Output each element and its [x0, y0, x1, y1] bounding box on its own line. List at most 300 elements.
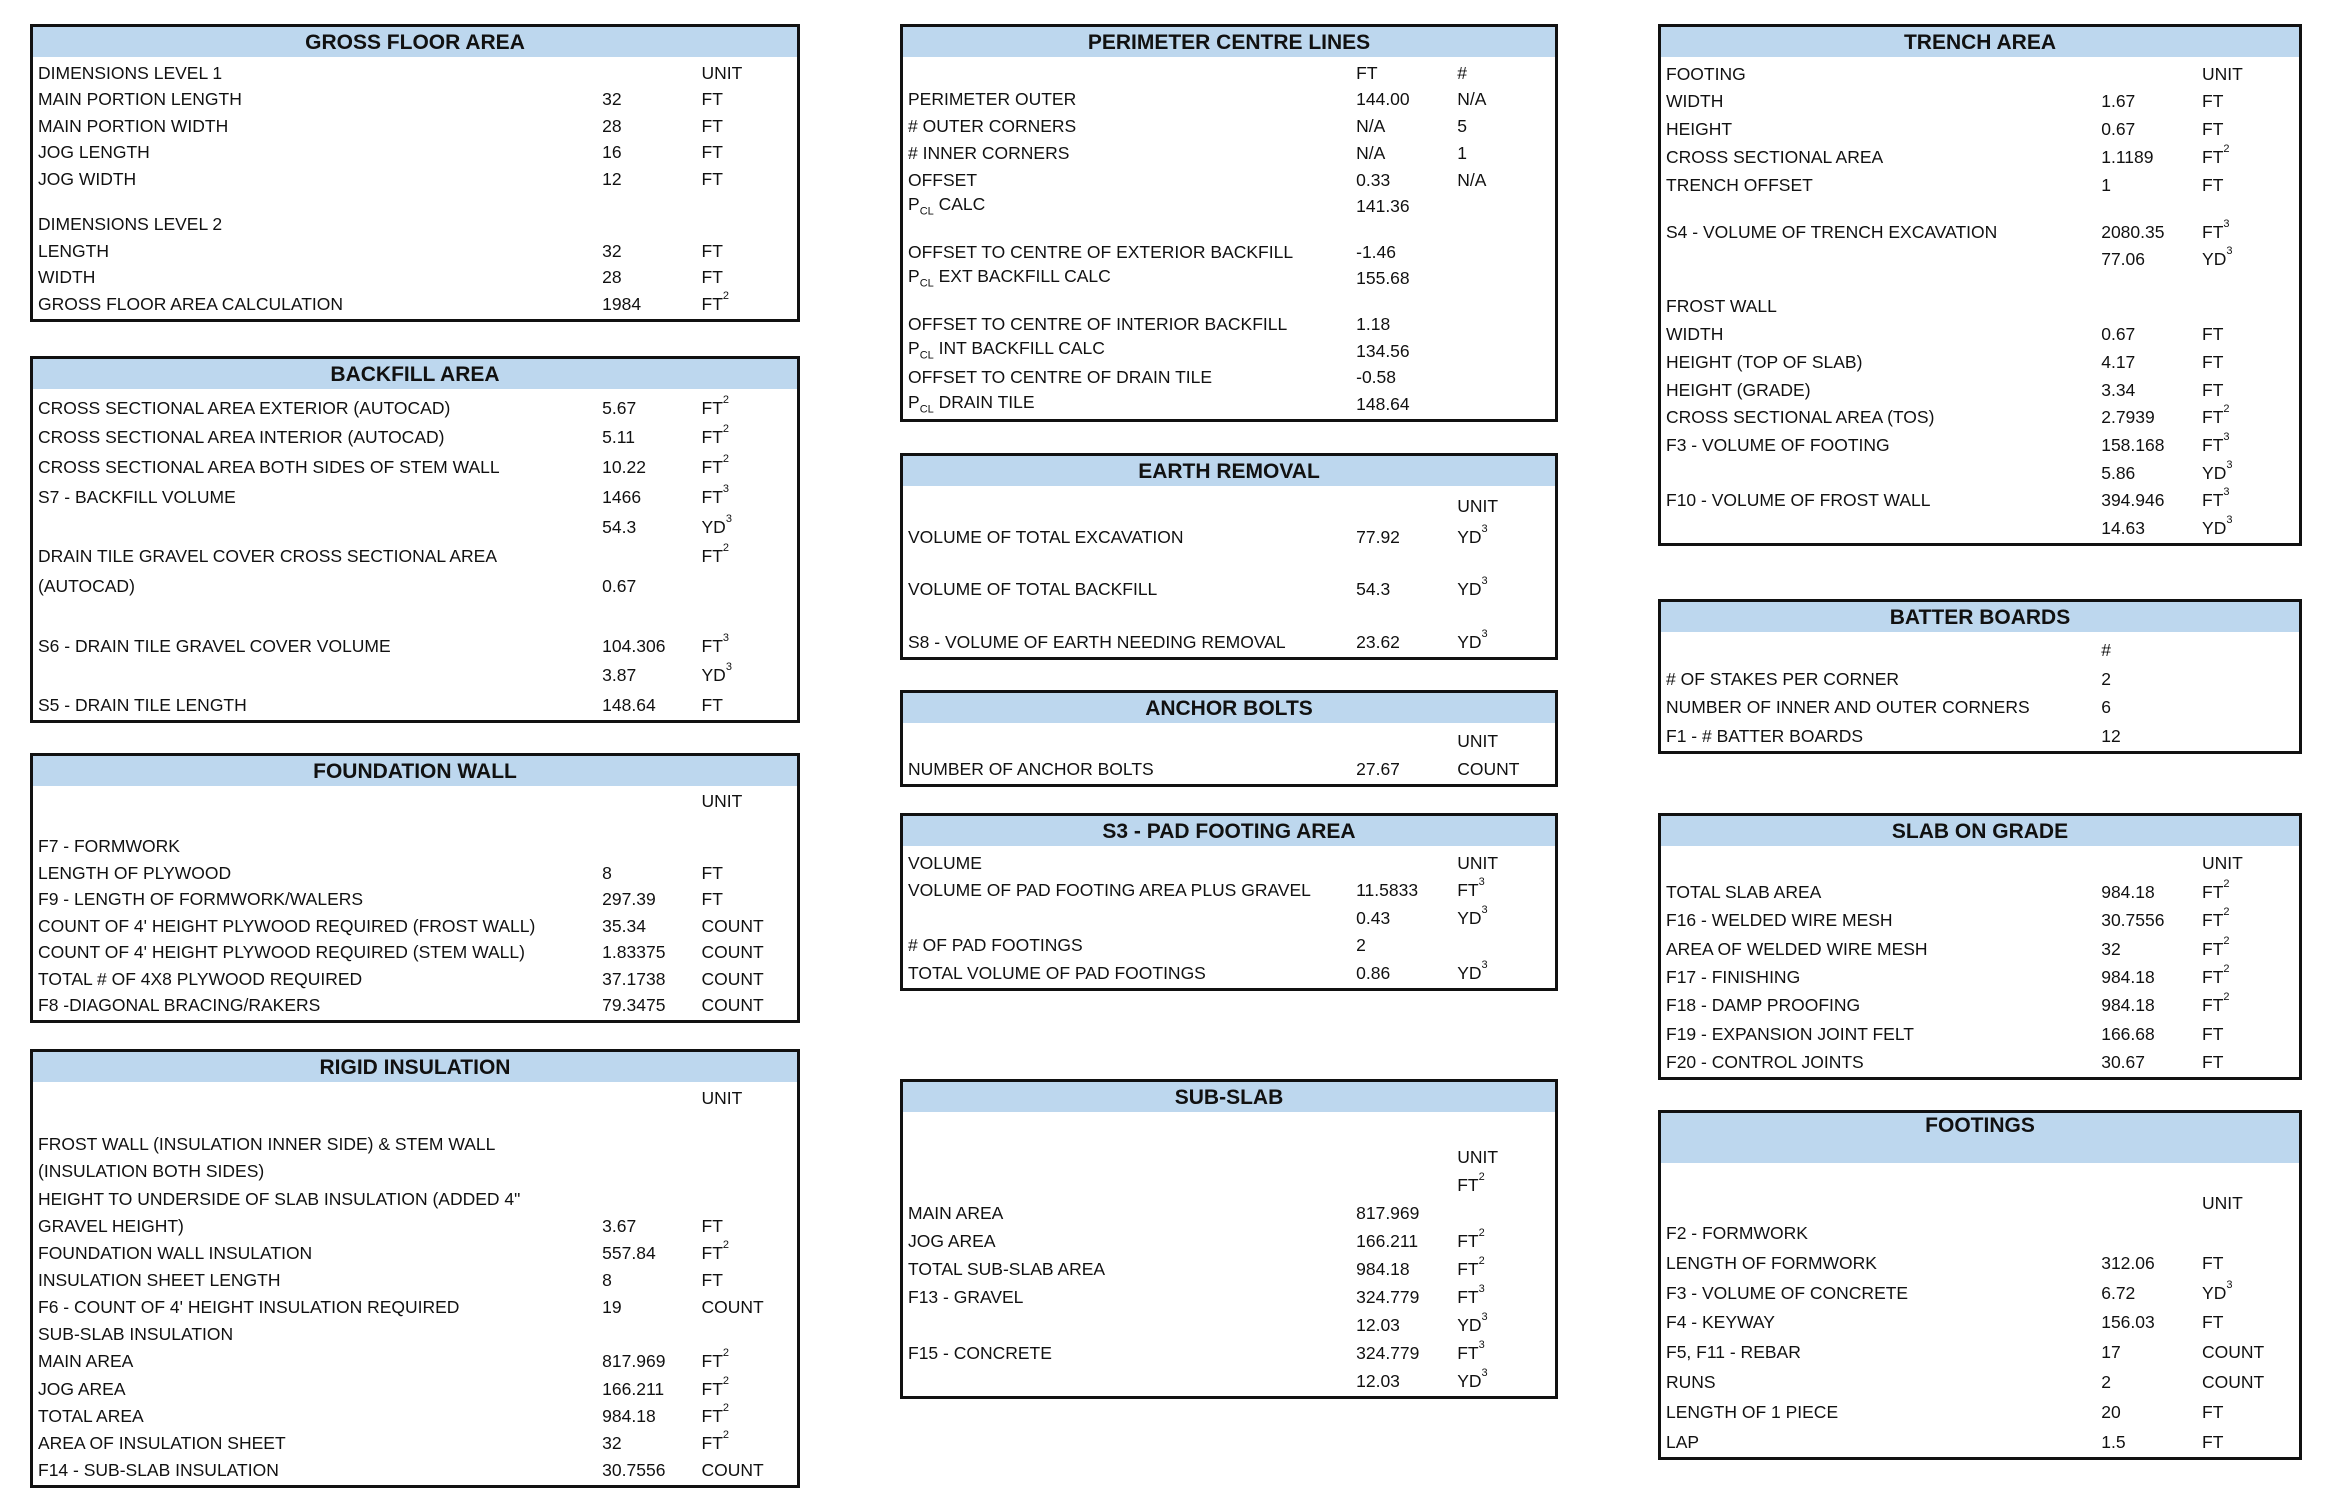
row-unit: [702, 995, 764, 1016]
unit-text: FT: [2202, 434, 2224, 455]
row-unit: [2202, 142, 2230, 168]
row-label: F8 -DIAGONAL BRACING/RAKERS: [38, 995, 321, 1015]
row-label: F4 - KEYWAY: [1666, 1312, 1775, 1333]
unit-text: FT: [701, 635, 723, 656]
row-value: 2: [1356, 935, 1366, 956]
row-label: JOG AREA: [38, 1378, 126, 1399]
row-label: [908, 338, 1105, 362]
row-value: 32: [602, 89, 622, 110]
row-unit: [2202, 1342, 2264, 1363]
unit-exponent: 3: [2223, 217, 2230, 230]
row-label: GROSS FLOOR AREA CALCULATION: [38, 293, 344, 314]
row-unit: [2202, 458, 2233, 484]
row-value: 32: [602, 1432, 622, 1453]
table-row: [33, 1266, 797, 1293]
table-row: [1661, 319, 2299, 347]
table-row: [33, 59, 797, 86]
label-prefix: P: [908, 391, 920, 412]
unit-exponent: 2: [2223, 142, 2230, 155]
row-unit: [2202, 64, 2243, 85]
row-label: FROST WALL: [1666, 296, 1777, 317]
table-row: [33, 540, 797, 570]
row-value: 30.7556: [602, 1459, 666, 1480]
row-label: FOOTING: [1666, 63, 1746, 84]
row-unit: [2202, 403, 2230, 428]
row-value: 1: [2101, 174, 2111, 195]
table-row: [903, 112, 1555, 139]
row-unit: [1457, 1255, 1485, 1280]
row-unit: [701, 542, 730, 567]
row-label: S8 - VOLUME OF EARTH NEEDING REMOVAL: [908, 632, 1286, 652]
table-row: [903, 1226, 1555, 1254]
unit-exponent: 3: [722, 482, 730, 495]
row-unit: [2202, 962, 2230, 988]
row-value: 5.67: [602, 397, 637, 418]
table-row: [1661, 1047, 2299, 1075]
table-row: [903, 488, 1555, 519]
row-unit: [2202, 91, 2223, 112]
row-unit: [702, 889, 723, 910]
table-row: [903, 86, 1555, 113]
slab-on-grade-section: [1658, 813, 2302, 1080]
unit-text: #: [1457, 62, 1467, 83]
row-unit: [702, 142, 723, 163]
row-label: RUNS: [1666, 1372, 1716, 1393]
unit-text: FT: [701, 889, 723, 910]
row-unit: [1457, 1339, 1485, 1364]
row-value: 0.43: [1356, 907, 1391, 928]
row-label: F16 - WELDED WIRE MESH: [1666, 910, 1893, 931]
row-value: 984.18: [2101, 995, 2155, 1016]
row-label: VOLUME OF TOTAL EXCAVATION: [908, 526, 1184, 547]
row-unit: [2202, 934, 2230, 960]
table-row: [1661, 962, 2299, 990]
table-row: [903, 1310, 1555, 1338]
unit-exponent: 3: [1481, 1311, 1488, 1323]
row-label: VOLUME: [908, 852, 982, 873]
row-label: F17 - FINISHING: [1666, 966, 1801, 987]
table-row: [33, 1184, 797, 1211]
unit-text: UNIT: [701, 1088, 743, 1109]
row-unit: [701, 512, 732, 538]
row-label: MAIN PORTION LENGTH: [38, 89, 242, 110]
trench-area-section: [1658, 24, 2302, 546]
row-value: 324.779: [1356, 1343, 1420, 1363]
unit-text: FT: [701, 1269, 723, 1290]
table-row: [903, 1114, 1555, 1142]
section-title: FOUNDATION WALL: [33, 756, 797, 786]
row-value: 16: [602, 142, 622, 163]
unit-text: UNIT: [701, 62, 743, 83]
row-label: F18 - DAMP PROOFING: [1666, 995, 1861, 1016]
table-row: [1661, 720, 2299, 749]
row-value: 394.946: [2101, 490, 2165, 511]
row-unit: [1457, 1171, 1485, 1196]
row-value: 134.56: [1356, 340, 1410, 361]
table-row: [33, 599, 797, 629]
row-label: F3 - VOLUME OF FOOTING: [1666, 434, 1890, 455]
row-unit: [1457, 759, 1519, 780]
table-row: [33, 859, 797, 885]
table-row: [33, 912, 797, 938]
row-unit: [1457, 522, 1488, 548]
unit-text: FT: [2202, 1052, 2224, 1072]
row-value: 12.03: [1356, 1371, 1400, 1391]
unit-text: FT: [2202, 938, 2224, 959]
row-unit: [2202, 853, 2243, 874]
row-label: NUMBER OF ANCHOR BOLTS: [908, 759, 1154, 779]
row-value: 166.211: [1356, 1231, 1419, 1251]
row-label: S5 - DRAIN TILE LENGTH: [38, 695, 247, 716]
table-row: [1661, 430, 2299, 458]
table-row: [33, 421, 797, 451]
unit-exponent: 2: [2223, 934, 2230, 947]
row-unit: [2202, 1372, 2264, 1393]
row-unit: [702, 1088, 743, 1109]
unit-exponent: 2: [722, 289, 730, 302]
table-row: [1661, 1216, 2299, 1246]
unit-text: YD: [1457, 907, 1482, 928]
row-value: 35.34: [602, 915, 646, 936]
unit-text: FT: [701, 457, 723, 478]
unit-text: FT: [1457, 1259, 1479, 1279]
row-unit: [2202, 514, 2233, 539]
table-row: [33, 192, 797, 237]
row-value: 0.67: [2101, 324, 2136, 345]
row-unit: [2202, 486, 2230, 511]
row-value: 1.5: [2101, 1431, 2126, 1452]
table-row: [33, 1157, 797, 1184]
section-title: BACKFILL AREA: [33, 359, 797, 389]
row-unit: [2202, 1024, 2223, 1045]
table-row: [33, 391, 797, 421]
unit-text: FT: [701, 1215, 723, 1236]
unit-text: FT: [2202, 379, 2224, 400]
label-text: DRAIN TILE: [933, 391, 1035, 412]
row-value: 79.3475: [602, 995, 666, 1015]
table-row: [33, 1084, 797, 1111]
row-label: CROSS SECTIONAL AREA BOTH SIDES OF STEM WALL: [38, 457, 500, 478]
row-unit: [702, 169, 723, 190]
row-value: 0.33: [1356, 169, 1391, 190]
table-row: [903, 193, 1555, 220]
row-label: S6 - DRAIN TILE GRAVEL COVER VOLUME: [38, 635, 391, 656]
unit-exponent: 2: [1478, 1171, 1485, 1183]
unit-text: YD: [701, 516, 726, 537]
section-title: ANCHOR BOLTS: [903, 693, 1555, 723]
unit-text: COUNT: [701, 995, 764, 1015]
unit-text: FT: [2202, 91, 2224, 112]
table-row: [1661, 1306, 2299, 1336]
table-row: [903, 903, 1555, 931]
row-value: 324.779: [1356, 1287, 1420, 1307]
section-title: SLAB ON GRADE: [1661, 816, 2299, 846]
batter-boards-section: [1658, 599, 2302, 754]
row-label: F20 - CONTROL JOINTS: [1666, 1052, 1864, 1072]
unit-text: FT: [701, 397, 723, 418]
row-label: [908, 266, 1111, 290]
row-label: WIDTH: [1666, 91, 1724, 112]
unit-text: FT: [2202, 146, 2224, 167]
row-unit: [1457, 1147, 1498, 1168]
sub-slab-section: [900, 1079, 1558, 1399]
unit-text: COUNT: [701, 915, 764, 936]
row-label: F2 - FORMWORK: [1666, 1222, 1808, 1243]
row-label: OFFSET TO CENTRE OF EXTERIOR BACKFILL: [908, 241, 1294, 262]
row-label: F15 - CONCRETE: [908, 1343, 1052, 1363]
table-row: [33, 814, 797, 859]
row-unit: [1457, 876, 1485, 901]
row-label: F14 - SUB-SLAB INSULATION: [38, 1459, 279, 1480]
row-value: 54.3: [602, 516, 637, 537]
table-row: [1661, 1335, 2299, 1365]
unit-exponent: 2: [722, 1428, 730, 1441]
unit-text: UNIT: [1457, 852, 1499, 873]
row-label: TOTAL # OF 4X8 PLYWOOD REQUIRED: [38, 968, 363, 989]
table-row: [33, 237, 797, 264]
table-row: [33, 450, 797, 480]
pad-footing-area-section: [900, 813, 1558, 991]
row-label: TOTAL SLAB AREA: [1666, 881, 1822, 902]
row-value: 166.68: [2101, 1023, 2155, 1044]
unit-text: UNIT: [2202, 853, 2243, 874]
table-row: [1661, 692, 2299, 721]
row-label: CROSS SECTIONAL AREA EXTERIOR (AUTOCAD): [38, 397, 451, 418]
unit-text: FT: [701, 142, 723, 163]
row-label: # INNER CORNERS: [908, 142, 1070, 163]
row-value: 5.86: [2101, 462, 2136, 483]
unit-text: FT: [2202, 966, 2224, 987]
table-row: [33, 688, 797, 718]
row-unit: [701, 453, 730, 478]
unit-exponent: 3: [1481, 903, 1488, 916]
unit-text: N/A: [1457, 169, 1487, 190]
label-subscript: CL: [919, 403, 934, 416]
table-row: [1661, 347, 2299, 375]
unit-exponent: 3: [2226, 458, 2233, 471]
row-value: 148.64: [602, 695, 656, 716]
unit-exponent: 3: [725, 661, 732, 674]
row-label: AREA OF WELDED WIRE MESH: [1666, 938, 1928, 959]
unit-text: FT: [701, 1378, 723, 1399]
row-label: HEIGHT: [1666, 119, 1733, 140]
row-label: HEIGHT (TOP OF SLAB): [1666, 351, 1863, 372]
unit-text: 1: [1457, 142, 1467, 163]
row-label: COUNT OF 4' HEIGHT PLYWOOD REQUIRED (FROST WALL): [38, 915, 536, 936]
table-row: [1661, 142, 2299, 170]
row-unit: [1457, 63, 1467, 84]
row-value: 141.36: [1356, 196, 1410, 217]
row-unit: [1457, 1227, 1485, 1252]
row-label: WIDTH: [1666, 324, 1724, 345]
row-unit: [702, 942, 764, 963]
unit-text: YD: [2202, 249, 2227, 270]
row-label: OFFSET: [908, 169, 978, 190]
table-row: [1661, 245, 2299, 273]
unit-text: YD: [2202, 462, 2227, 483]
row-label: TOTAL VOLUME OF PAD FOOTINGS: [908, 962, 1206, 983]
row-unit: [2202, 906, 2230, 931]
unit-text: YD: [2202, 1282, 2227, 1303]
unit-exponent: 2: [722, 393, 730, 406]
row-value: 6.72: [2101, 1282, 2136, 1303]
row-value: 12.03: [1356, 1315, 1400, 1335]
table-row: [1661, 876, 2299, 904]
rigid-insulation-section: [30, 1049, 800, 1488]
row-label: OFFSET TO CENTRE OF DRAIN TILE: [908, 367, 1213, 388]
unit-text: UNIT: [1457, 1147, 1499, 1167]
row-unit: [701, 1347, 730, 1372]
row-value: 12: [2101, 726, 2121, 746]
unit-text: UNIT: [1457, 730, 1499, 751]
unit-exponent: 3: [2226, 1278, 2233, 1291]
table-row: [1661, 114, 2299, 142]
table-row: [33, 569, 797, 599]
row-label: F19 - EXPANSION JOINT FELT: [1666, 1023, 1914, 1044]
table-row: [1661, 990, 2299, 1018]
row-value: 19: [602, 1297, 622, 1318]
unit-text: YD: [1457, 1371, 1482, 1391]
row-value: 0.86: [1356, 962, 1391, 983]
table-row: [33, 1111, 797, 1157]
table-row: [903, 364, 1555, 391]
table-row: [1661, 272, 2299, 319]
row-value: 12: [602, 168, 622, 189]
unit-text: FT: [2202, 1023, 2224, 1044]
row-label: MAIN PORTION WIDTH: [38, 115, 229, 136]
row-unit: [1457, 958, 1488, 984]
table-row: [33, 86, 797, 113]
row-label: CROSS SECTIONAL AREA INTERIOR (AUTOCAD): [38, 427, 445, 448]
unit-exponent: 3: [1481, 958, 1488, 971]
unit-text: FT: [1457, 1231, 1479, 1251]
unit-text: YD: [1457, 526, 1482, 547]
table-row: [1661, 513, 2299, 541]
table-row: [903, 725, 1555, 754]
unit-text: FT: [701, 427, 723, 448]
row-unit: [2202, 352, 2223, 373]
unit-text: FT: [701, 168, 723, 189]
label-subscript: CL: [919, 277, 934, 290]
row-label: MAIN AREA: [38, 1351, 134, 1372]
row-unit: [2202, 380, 2223, 401]
row-label: VOLUME OF TOTAL BACKFILL: [908, 579, 1158, 600]
row-label: PERIMETER OUTER: [908, 89, 1077, 110]
row-unit: [1457, 731, 1498, 752]
row-value: 104.306: [602, 635, 666, 656]
row-label: LENGTH OF 1 PIECE: [1666, 1402, 1839, 1423]
row-unit: [2202, 877, 2230, 903]
unit-text: YD: [2202, 518, 2227, 539]
unit-text: FT: [2202, 351, 2224, 372]
table-row: [903, 876, 1555, 904]
unit-text: COUNT: [701, 942, 764, 963]
row-label: TOTAL AREA: [38, 1405, 144, 1426]
row-value: 11.5833: [1356, 880, 1419, 901]
unit-text: FT: [2202, 881, 2224, 902]
unit-text: FT: [2202, 910, 2224, 931]
unit-text: FT: [2202, 490, 2224, 511]
unit-text: UNIT: [1457, 495, 1499, 516]
row-label: MAIN AREA: [908, 1203, 1004, 1223]
unit-text: YD: [1457, 1315, 1482, 1335]
unit-text: FT: [701, 695, 723, 716]
unit-exponent: 3: [1478, 1339, 1485, 1351]
unit-text: FT: [701, 1405, 723, 1426]
label-prefix: P: [908, 265, 920, 286]
row-value: 28: [602, 267, 622, 288]
row-unit: [702, 116, 723, 137]
table-row: [1661, 198, 2299, 245]
unit-exponent: 3: [2223, 486, 2230, 499]
unit-exponent: 3: [2226, 514, 2233, 527]
footings-section: [1658, 1110, 2302, 1460]
row-label: SUB-SLAB INSULATION: [38, 1324, 234, 1345]
unit-text: FT: [2202, 1402, 2224, 1423]
table-row: [33, 1347, 797, 1374]
row-value: 0.67: [2101, 119, 2136, 140]
unit-text: FT: [701, 862, 723, 883]
row-unit: [701, 631, 730, 657]
unit-text: UNIT: [701, 791, 743, 812]
row-value: -1.46: [1356, 241, 1397, 262]
unit-exponent: 3: [1478, 876, 1485, 889]
table-row: [903, 291, 1555, 336]
table-row: [1661, 375, 2299, 403]
section-title: BATTER BOARDS: [1661, 602, 2299, 632]
row-unit: [2202, 1312, 2223, 1333]
section-title: SUB-SLAB: [903, 1082, 1555, 1112]
row-unit: [1457, 903, 1488, 929]
row-label: LENGTH: [38, 240, 109, 261]
unit-exponent: 3: [1481, 1367, 1488, 1379]
row-unit: [702, 969, 764, 990]
table-row: [33, 788, 797, 814]
row-label: S4 - VOLUME OF TRENCH EXCAVATION: [1666, 221, 1998, 242]
unit-text: COUNT: [701, 1297, 764, 1318]
table-row: [1661, 1425, 2299, 1455]
unit-text: UNIT: [2202, 63, 2243, 84]
row-label: HEIGHT (GRADE): [1666, 379, 1811, 400]
unit-exponent: 3: [1481, 628, 1488, 640]
row-value: 23.62: [1356, 632, 1400, 652]
row-label: F6 - COUNT OF 4' HEIGHT INSULATION REQUIRED: [38, 1297, 460, 1318]
row-value: 28: [602, 115, 622, 136]
row-unit: [702, 63, 743, 84]
unit-text: FT: [701, 1432, 723, 1453]
row-label: DRAIN TILE GRAVEL COVER CROSS SECTIONAL AREA: [38, 546, 498, 567]
unit-text: FT: [701, 267, 723, 288]
row-label: F13 - GRAVEL: [908, 1287, 1024, 1307]
table-row: [33, 659, 797, 689]
label-prefix: P: [908, 338, 920, 359]
label-prefix: P: [908, 193, 920, 214]
unit-text: FT: [701, 293, 723, 314]
row-value: -0.58: [1356, 367, 1397, 388]
unit-exponent: 2: [2223, 991, 2230, 1004]
row-unit: [1457, 116, 1467, 137]
row-value: 297.39: [602, 889, 656, 910]
table-row: [1661, 905, 2299, 933]
table-row: [903, 1338, 1555, 1366]
row-label: F5, F11 - REBAR: [1666, 1342, 1801, 1363]
unit-text: YD: [1457, 632, 1482, 652]
row-unit: [701, 661, 732, 686]
section-title: FOOTINGS: [1661, 1113, 2299, 1163]
table-row: [33, 965, 797, 991]
table-row: [903, 519, 1555, 550]
unit-text: COUNT: [1457, 759, 1520, 779]
